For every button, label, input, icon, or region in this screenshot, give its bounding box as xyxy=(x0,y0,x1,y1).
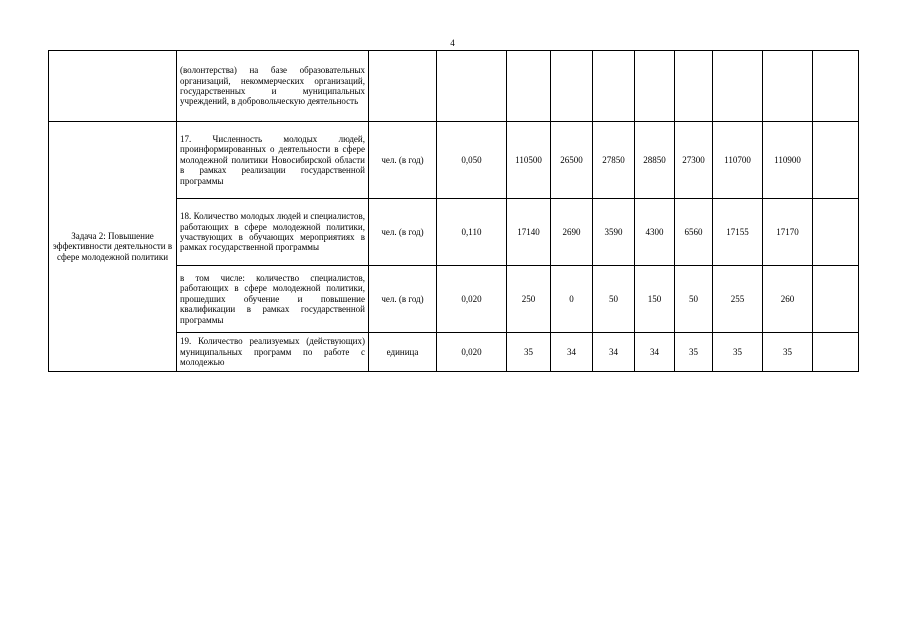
value-cell: 3590 xyxy=(593,199,635,266)
value-cell xyxy=(713,51,763,122)
value-cell xyxy=(551,51,593,122)
value-cell: 17170 xyxy=(763,199,813,266)
task-cell: Задача 2: Повышение эффективности деятельности в сфере молодежной политики xyxy=(49,122,177,372)
value-cell: 35 xyxy=(763,333,813,372)
unit-cell: чел. (в год) xyxy=(369,199,437,266)
indicator-cell: 19. Количество реализуемых (действующих) муниципальных программ по работе с молодежью xyxy=(177,333,369,372)
extra-cell xyxy=(813,266,859,333)
value-cell xyxy=(763,51,813,122)
value-cell: 35 xyxy=(713,333,763,372)
value-cell: 260 xyxy=(763,266,813,333)
unit-cell xyxy=(369,51,437,122)
weight-cell: 0,020 xyxy=(437,266,507,333)
indicator-cell: в том числе: количество специалистов, работающих в сфере молодежной политики, прошедших обучение и повышение квалификации в рамках государственной программы xyxy=(177,266,369,333)
indicator-cell: (волонтерства) на базе образовательных организаций, некоммерческих организаций, государственных и муниципальных учреждений, в добровольческую деятельность xyxy=(177,51,369,122)
value-cell xyxy=(593,51,635,122)
value-cell: 17140 xyxy=(507,199,551,266)
unit-cell: чел. (в год) xyxy=(369,266,437,333)
value-cell: 255 xyxy=(713,266,763,333)
value-cell: 0 xyxy=(551,266,593,333)
table-row xyxy=(49,122,859,199)
value-cell: 34 xyxy=(635,333,675,372)
value-cell: 34 xyxy=(593,333,635,372)
value-cell: 26500 xyxy=(551,122,593,199)
value-cell: 250 xyxy=(507,266,551,333)
extra-cell xyxy=(813,199,859,266)
value-cell: 35 xyxy=(675,333,713,372)
unit-cell: единица xyxy=(369,333,437,372)
extra-cell xyxy=(813,333,859,372)
value-cell: 110900 xyxy=(763,122,813,199)
weight-cell: 0,050 xyxy=(437,122,507,199)
value-cell: 27850 xyxy=(593,122,635,199)
weight-cell: 0,110 xyxy=(437,199,507,266)
value-cell: 27300 xyxy=(675,122,713,199)
unit-cell: чел. (в год) xyxy=(369,122,437,199)
extra-cell xyxy=(813,122,859,199)
weight-cell: 0,020 xyxy=(437,333,507,372)
value-cell xyxy=(675,51,713,122)
value-cell: 4300 xyxy=(635,199,675,266)
page-number: 4 xyxy=(450,38,455,48)
value-cell: 150 xyxy=(635,266,675,333)
indicator-cell: 17. Численность молодых людей, проинформированных о деятельности в сфере молодежной политики Новосибирской области в рамках реализации государственной программы xyxy=(177,122,369,199)
value-cell: 50 xyxy=(593,266,635,333)
value-cell: 50 xyxy=(675,266,713,333)
value-cell: 35 xyxy=(507,333,551,372)
extra-cell xyxy=(813,51,859,122)
indicators-table xyxy=(48,50,859,372)
value-cell: 28850 xyxy=(635,122,675,199)
task-cell xyxy=(49,51,177,122)
value-cell xyxy=(507,51,551,122)
weight-cell xyxy=(437,51,507,122)
value-cell xyxy=(635,51,675,122)
value-cell: 6560 xyxy=(675,199,713,266)
value-cell: 17155 xyxy=(713,199,763,266)
value-cell: 2690 xyxy=(551,199,593,266)
indicator-cell: 18. Количество молодых людей и специалистов, работающих в сфере молодежной политики, участвующих в обучающих мероприятиях в рамках государственной программы xyxy=(177,199,369,266)
value-cell: 110500 xyxy=(507,122,551,199)
table-row xyxy=(49,51,859,122)
value-cell: 110700 xyxy=(713,122,763,199)
value-cell: 34 xyxy=(551,333,593,372)
